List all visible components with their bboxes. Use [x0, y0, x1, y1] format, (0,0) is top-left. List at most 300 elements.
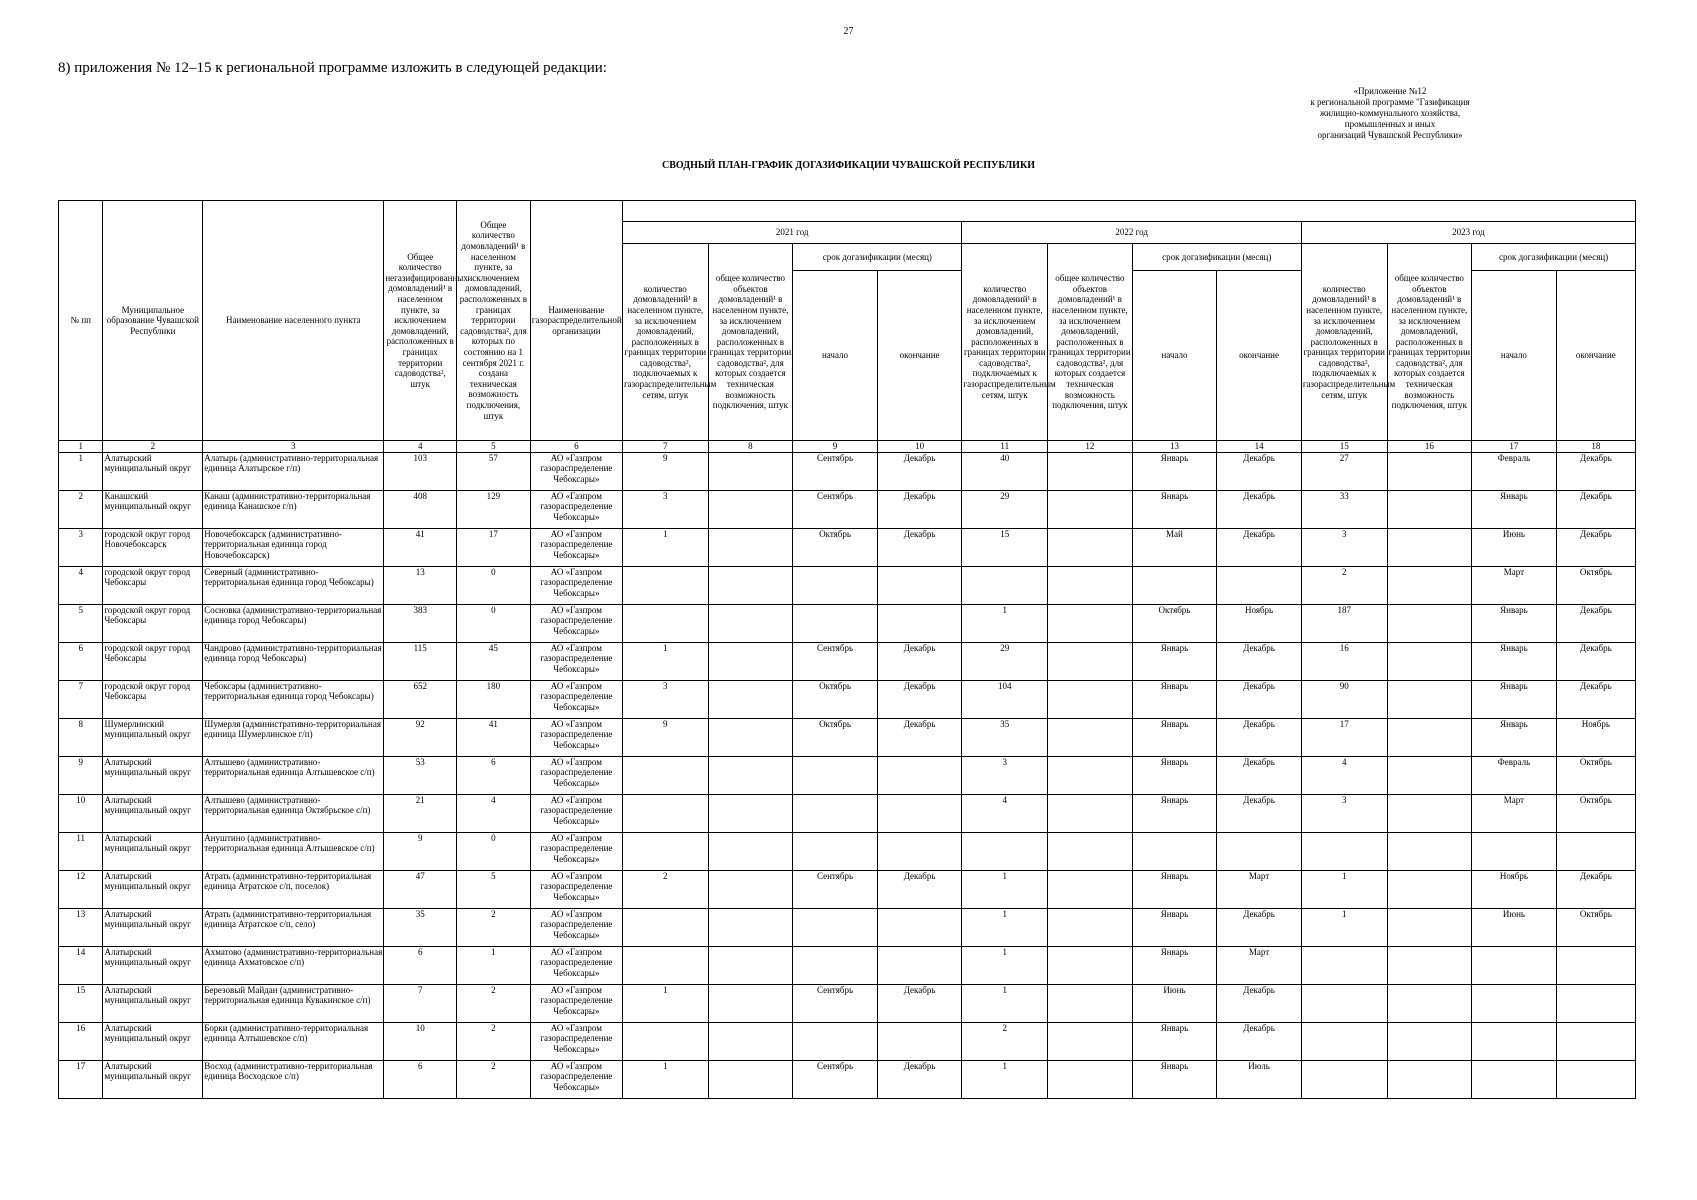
column-number: 18 — [1556, 441, 1635, 453]
start-2022-cell: Май — [1132, 528, 1217, 566]
end-2023-cell: Ноябрь — [1556, 718, 1635, 756]
header-count-connected-2021: количество домовладений¹ в населенном пункте, за исключением домовладений, расположенных в границах территории садоводства², подключаемых к газораспределительным сетям, штук — [622, 244, 708, 441]
start-2023-cell: Февраль — [1472, 756, 1557, 794]
count-connected-2021-cell — [622, 756, 708, 794]
header-municipality: Муниципальное образование Чувашской Республики — [103, 201, 203, 441]
settlement-cell: Алтышево (административно-территориальная единица Октябрьское с/п) — [203, 794, 384, 832]
count-connected-2021-cell: 9 — [622, 452, 708, 490]
count-connected-2022-cell: 104 — [962, 680, 1048, 718]
count-connected-2021-cell: 1 — [622, 528, 708, 566]
header-end-2022: окончание — [1217, 271, 1302, 441]
total-possible-cell: 2 — [457, 908, 531, 946]
start-2021-cell: Сентябрь — [793, 1060, 878, 1098]
start-2023-cell: Январь — [1472, 718, 1557, 756]
start-2023-cell: Март — [1472, 794, 1557, 832]
settlement-cell: Алтышево (административно-территориальная единица Алтышевское с/п) — [203, 756, 384, 794]
start-2023-cell — [1472, 832, 1557, 870]
municipality-cell: Канашский муниципальный округ — [103, 490, 203, 528]
count-objects-2022-cell — [1048, 680, 1133, 718]
table-row — [59, 604, 1636, 642]
row-number: 8 — [59, 718, 103, 756]
gas-org-cell: АО «Газпром газораспределение Чебоксары» — [530, 1022, 622, 1060]
end-2022-cell: Декабрь — [1217, 642, 1302, 680]
start-2022-cell: Январь — [1132, 1022, 1217, 1060]
gas-org-cell: АО «Газпром газораспределение Чебоксары» — [530, 946, 622, 984]
end-2023-cell — [1556, 946, 1635, 984]
end-2022-cell: Декабрь — [1217, 756, 1302, 794]
column-number: 16 — [1387, 441, 1472, 453]
start-2023-cell: Февраль — [1472, 452, 1557, 490]
municipality-cell: Алатырский муниципальный округ — [103, 832, 203, 870]
total-possible-cell: 57 — [457, 452, 531, 490]
column-number: 3 — [203, 441, 384, 453]
column-number: 9 — [793, 441, 878, 453]
municipality-cell: городской округ город Чебоксары — [103, 566, 203, 604]
gas-org-cell: АО «Газпром газораспределение Чебоксары» — [530, 680, 622, 718]
end-2022-cell: Декабрь — [1217, 908, 1302, 946]
start-2022-cell: Январь — [1132, 1060, 1217, 1098]
start-2023-cell — [1472, 946, 1557, 984]
end-2021-cell — [877, 566, 962, 604]
count-objects-2022-cell — [1048, 566, 1133, 604]
start-2023-cell: Январь — [1472, 642, 1557, 680]
annex-note — [1270, 86, 1510, 141]
count-objects-2023-cell — [1387, 604, 1472, 642]
end-2023-cell: Октябрь — [1556, 908, 1635, 946]
gas-org-cell: АО «Газпром газораспределение Чебоксары» — [530, 528, 622, 566]
count-objects-2023-cell — [1387, 908, 1472, 946]
total-possible-cell: 5 — [457, 870, 531, 908]
count-connected-2021-cell: 1 — [622, 984, 708, 1022]
count-objects-2022-cell — [1048, 490, 1133, 528]
count-connected-2023-cell — [1301, 1022, 1387, 1060]
header-year-2022: 2022 год — [962, 222, 1301, 244]
gas-org-cell: АО «Газпром газораспределение Чебоксары» — [530, 642, 622, 680]
count-connected-2022-cell: 3 — [962, 756, 1048, 794]
end-2023-cell: Декабрь — [1556, 452, 1635, 490]
municipality-cell: Алатырский муниципальный округ — [103, 794, 203, 832]
count-connected-2022-cell: 4 — [962, 794, 1048, 832]
start-2021-cell: Сентябрь — [793, 452, 878, 490]
count-objects-2022-cell — [1048, 1060, 1133, 1098]
total-ungasified-cell: 9 — [384, 832, 457, 870]
count-objects-2023-cell — [1387, 642, 1472, 680]
header-deadline-2023: срок догазификации (месяц) — [1472, 244, 1636, 271]
end-2023-cell: Октябрь — [1556, 756, 1635, 794]
end-2021-cell — [877, 756, 962, 794]
count-connected-2023-cell: 1 — [1301, 870, 1387, 908]
row-number: 11 — [59, 832, 103, 870]
column-number: 11 — [962, 441, 1048, 453]
start-2023-cell: Март — [1472, 566, 1557, 604]
start-2021-cell — [793, 756, 878, 794]
count-objects-2023-cell — [1387, 832, 1472, 870]
count-objects-2022-cell — [1048, 642, 1133, 680]
gas-org-cell: АО «Газпром газораспределение Чебоксары» — [530, 794, 622, 832]
count-connected-2023-cell — [1301, 1060, 1387, 1098]
settlement-cell: Атрать (административно-территориальная единица Атратское с/п, поселок) — [203, 870, 384, 908]
count-objects-2023-cell — [1387, 984, 1472, 1022]
total-possible-cell: 180 — [457, 680, 531, 718]
end-2021-cell: Декабрь — [877, 718, 962, 756]
header-deadline-2022: срок догазификации (месяц) — [1132, 244, 1301, 271]
header-gas-org: Наименование газораспределительной организации — [530, 201, 622, 441]
count-objects-2021-cell — [708, 984, 793, 1022]
header-count-objects-2023: общее количество объектов домовладений¹ в населенном пункте, за исключением домовладений, расположенных в границах территории садоводства², для которых создается техническая возможность подключения, штук — [1387, 244, 1472, 441]
start-2023-cell: Январь — [1472, 490, 1557, 528]
table-row — [59, 490, 1636, 528]
count-connected-2021-cell: 3 — [622, 680, 708, 718]
count-objects-2022-cell — [1048, 832, 1133, 870]
count-connected-2023-cell: 2 — [1301, 566, 1387, 604]
total-ungasified-cell: 41 — [384, 528, 457, 566]
count-connected-2023-cell: 33 — [1301, 490, 1387, 528]
count-connected-2021-cell: 9 — [622, 718, 708, 756]
count-objects-2023-cell — [1387, 680, 1472, 718]
total-possible-cell: 129 — [457, 490, 531, 528]
total-ungasified-cell: 35 — [384, 908, 457, 946]
total-possible-cell: 2 — [457, 1022, 531, 1060]
total-possible-cell: 2 — [457, 984, 531, 1022]
end-2022-cell: Ноябрь — [1217, 604, 1302, 642]
municipality-cell: Алатырский муниципальный округ — [103, 908, 203, 946]
count-objects-2023-cell — [1387, 1022, 1472, 1060]
count-objects-2023-cell — [1387, 1060, 1472, 1098]
end-2021-cell: Декабрь — [877, 490, 962, 528]
end-2023-cell — [1556, 1022, 1635, 1060]
end-2022-cell: Декабрь — [1217, 718, 1302, 756]
row-number: 12 — [59, 870, 103, 908]
count-objects-2021-cell — [708, 946, 793, 984]
column-number: 6 — [530, 441, 622, 453]
count-connected-2021-cell — [622, 832, 708, 870]
settlement-cell: Атрать (административно-территориальная единица Атратское с/п, село) — [203, 908, 384, 946]
end-2021-cell: Декабрь — [877, 642, 962, 680]
total-possible-cell: 4 — [457, 794, 531, 832]
table-row — [59, 908, 1636, 946]
settlement-cell: Северный (административно-территориальная единица город Чебоксары) — [203, 566, 384, 604]
start-2021-cell: Сентябрь — [793, 642, 878, 680]
total-possible-cell: 41 — [457, 718, 531, 756]
settlement-cell: Чандрово (административно-территориальная единица город Чебоксары) — [203, 642, 384, 680]
row-number: 3 — [59, 528, 103, 566]
end-2022-cell: Декабрь — [1217, 680, 1302, 718]
gas-org-cell: АО «Газпром газораспределение Чебоксары» — [530, 1060, 622, 1098]
end-2022-cell: Декабрь — [1217, 984, 1302, 1022]
table-row — [59, 756, 1636, 794]
end-2021-cell — [877, 794, 962, 832]
total-possible-cell: 0 — [457, 604, 531, 642]
start-2022-cell: Январь — [1132, 452, 1217, 490]
header-total-possible: Общее количество домовладений¹ в населенном пункте, за исключением домовладений, расположенных в границах территории садоводства², для которых по состоянию на 1 сентября 2021 г. создана техническая возможность подключения, штук — [457, 201, 531, 441]
row-number: 10 — [59, 794, 103, 832]
end-2021-cell: Декабрь — [877, 984, 962, 1022]
count-connected-2021-cell: 1 — [622, 642, 708, 680]
header-count-connected-2022: количество домовладений¹ в населенном пункте, за исключением домовладений, расположенных в границах территории садоводства², подключаемых к газораспределительным сетям, штук — [962, 244, 1048, 441]
column-number: 2 — [103, 441, 203, 453]
count-connected-2023-cell: 187 — [1301, 604, 1387, 642]
end-2021-cell: Декабрь — [877, 452, 962, 490]
count-connected-2022-cell: 1 — [962, 984, 1048, 1022]
count-connected-2023-cell: 3 — [1301, 528, 1387, 566]
start-2021-cell: Сентябрь — [793, 870, 878, 908]
count-connected-2022-cell: 2 — [962, 1022, 1048, 1060]
gas-org-cell: АО «Газпром газораспределение Чебоксары» — [530, 756, 622, 794]
table-row — [59, 794, 1636, 832]
count-objects-2021-cell — [708, 452, 793, 490]
municipality-cell: городской округ город Новочебоксарск — [103, 528, 203, 566]
end-2022-cell: Март — [1217, 870, 1302, 908]
total-possible-cell: 6 — [457, 756, 531, 794]
end-2023-cell: Декабрь — [1556, 680, 1635, 718]
start-2021-cell — [793, 946, 878, 984]
settlement-cell: Шумерля (административно-территориальная единица Шумерлинское г/п) — [203, 718, 384, 756]
municipality-cell: городской округ город Чебоксары — [103, 680, 203, 718]
column-number: 17 — [1472, 441, 1557, 453]
count-objects-2023-cell — [1387, 756, 1472, 794]
row-number: 1 — [59, 452, 103, 490]
count-objects-2023-cell — [1387, 870, 1472, 908]
table-title: СВОДНЫЙ ПЛАН-ГРАФИК ДОГАЗИФИКАЦИИ ЧУВАШСКОЙ РЕСПУБЛИКИ — [662, 160, 1035, 171]
gas-org-cell: АО «Газпром газораспределение Чебоксары» — [530, 832, 622, 870]
table-row — [59, 718, 1636, 756]
count-connected-2022-cell — [962, 832, 1048, 870]
count-objects-2022-cell — [1048, 604, 1133, 642]
count-objects-2022-cell — [1048, 1022, 1133, 1060]
column-number: 7 — [622, 441, 708, 453]
header-total-ungasified: Общее количество негазифицированных домовладений¹ в населенном пункте, за исключением домовладений, расположенных в границах территории садоводства², штук — [384, 201, 457, 441]
count-connected-2023-cell: 16 — [1301, 642, 1387, 680]
table-row — [59, 870, 1636, 908]
table-body — [59, 441, 1636, 1099]
count-connected-2022-cell: 1 — [962, 1060, 1048, 1098]
row-number: 6 — [59, 642, 103, 680]
count-connected-2022-cell — [962, 566, 1048, 604]
end-2023-cell: Декабрь — [1556, 490, 1635, 528]
count-objects-2021-cell — [708, 756, 793, 794]
count-connected-2023-cell: 17 — [1301, 718, 1387, 756]
end-2023-cell — [1556, 984, 1635, 1022]
table-row — [59, 528, 1636, 566]
header-count-objects-2022: общее количество объектов домовладений¹ в населенном пункте, за исключением домовладений, расположенных в границах территории садоводства², для которых создается техническая возможность подключения, штук — [1048, 244, 1133, 441]
end-2022-cell: Декабрь — [1217, 1022, 1302, 1060]
column-number: 15 — [1301, 441, 1387, 453]
start-2021-cell — [793, 566, 878, 604]
total-possible-cell: 0 — [457, 566, 531, 604]
settlement-cell: Восход (административно-территориальная единица Восходское с/п) — [203, 1060, 384, 1098]
count-objects-2021-cell — [708, 680, 793, 718]
gas-org-cell: АО «Газпром газораспределение Чебоксары» — [530, 908, 622, 946]
count-connected-2021-cell: 2 — [622, 870, 708, 908]
total-ungasified-cell: 47 — [384, 870, 457, 908]
header-end-2021: окончание — [877, 271, 962, 441]
count-objects-2022-cell — [1048, 718, 1133, 756]
count-objects-2022-cell — [1048, 870, 1133, 908]
municipality-cell: Алатырский муниципальный округ — [103, 452, 203, 490]
count-objects-2022-cell — [1048, 756, 1133, 794]
count-objects-2021-cell — [708, 718, 793, 756]
count-connected-2023-cell: 1 — [1301, 908, 1387, 946]
annex-line: к региональной программе "Газификация — [1310, 97, 1470, 107]
end-2021-cell — [877, 832, 962, 870]
count-objects-2023-cell — [1387, 490, 1472, 528]
count-connected-2022-cell: 1 — [962, 946, 1048, 984]
start-2022-cell: Январь — [1132, 756, 1217, 794]
column-number: 4 — [384, 441, 457, 453]
count-objects-2022-cell — [1048, 984, 1133, 1022]
municipality-cell: Алатырский муниципальный округ — [103, 756, 203, 794]
table-row — [59, 1060, 1636, 1098]
header-count-connected-2023: количество домовладений¹ в населенном пункте, за исключением домовладений, расположенных в границах территории садоводства², подключаемых к газораспределительным сетям, штук — [1301, 244, 1387, 441]
end-2021-cell: Декабрь — [877, 680, 962, 718]
table-row — [59, 642, 1636, 680]
table-row — [59, 1022, 1636, 1060]
end-2021-cell — [877, 1022, 962, 1060]
count-connected-2021-cell — [622, 908, 708, 946]
end-2023-cell — [1556, 1060, 1635, 1098]
count-connected-2022-cell: 1 — [962, 908, 1048, 946]
start-2021-cell: Октябрь — [793, 680, 878, 718]
gas-org-cell: АО «Газпром газораспределение Чебоксары» — [530, 490, 622, 528]
count-objects-2021-cell — [708, 528, 793, 566]
end-2021-cell: Декабрь — [877, 870, 962, 908]
count-objects-2021-cell — [708, 1022, 793, 1060]
gas-org-cell: АО «Газпром газораспределение Чебоксары» — [530, 984, 622, 1022]
row-number: 17 — [59, 1060, 103, 1098]
end-2023-cell: Декабрь — [1556, 870, 1635, 908]
start-2022-cell — [1132, 832, 1217, 870]
municipality-cell: Алатырский муниципальный округ — [103, 984, 203, 1022]
start-2022-cell — [1132, 566, 1217, 604]
start-2023-cell: Январь — [1472, 680, 1557, 718]
column-number: 5 — [457, 441, 531, 453]
total-ungasified-cell: 103 — [384, 452, 457, 490]
start-2021-cell — [793, 794, 878, 832]
count-connected-2023-cell: 90 — [1301, 680, 1387, 718]
total-ungasified-cell: 21 — [384, 794, 457, 832]
row-number: 14 — [59, 946, 103, 984]
end-2023-cell: Декабрь — [1556, 642, 1635, 680]
total-ungasified-cell: 7 — [384, 984, 457, 1022]
start-2023-cell — [1472, 1060, 1557, 1098]
header-end-2023: окончание — [1556, 271, 1635, 441]
end-2022-cell: Март — [1217, 946, 1302, 984]
annex-line: «Приложение №12 — [1353, 86, 1427, 96]
table-row — [59, 566, 1636, 604]
total-ungasified-cell: 115 — [384, 642, 457, 680]
row-number: 13 — [59, 908, 103, 946]
municipality-cell: Шумерлинский муниципальный округ — [103, 718, 203, 756]
end-2022-cell — [1217, 832, 1302, 870]
start-2022-cell: Январь — [1132, 870, 1217, 908]
count-objects-2023-cell — [1387, 566, 1472, 604]
row-number: 2 — [59, 490, 103, 528]
count-connected-2021-cell — [622, 566, 708, 604]
column-number: 14 — [1217, 441, 1302, 453]
count-connected-2022-cell: 40 — [962, 452, 1048, 490]
start-2021-cell: Сентябрь — [793, 984, 878, 1022]
gas-org-cell: АО «Газпром газораспределение Чебоксары» — [530, 604, 622, 642]
count-connected-2022-cell: 15 — [962, 528, 1048, 566]
count-objects-2022-cell — [1048, 528, 1133, 566]
row-number: 15 — [59, 984, 103, 1022]
header-settlement: Наименование населенного пункта — [203, 201, 384, 441]
end-2022-cell: Декабрь — [1217, 452, 1302, 490]
start-2021-cell — [793, 908, 878, 946]
count-objects-2021-cell — [708, 832, 793, 870]
header-start-2022: начало — [1132, 271, 1217, 441]
count-connected-2022-cell: 29 — [962, 642, 1048, 680]
start-2022-cell: Январь — [1132, 946, 1217, 984]
column-number: 13 — [1132, 441, 1217, 453]
annex-line: организаций Чувашской Республики» — [1317, 130, 1463, 140]
total-ungasified-cell: 408 — [384, 490, 457, 528]
table-row — [59, 946, 1636, 984]
header-deadline-2021: срок догазификации (месяц) — [793, 244, 962, 271]
count-objects-2023-cell — [1387, 794, 1472, 832]
start-2022-cell: Январь — [1132, 680, 1217, 718]
count-objects-2022-cell — [1048, 946, 1133, 984]
count-objects-2023-cell — [1387, 528, 1472, 566]
gas-org-cell: АО «Газпром газораспределение Чебоксары» — [530, 452, 622, 490]
gas-org-cell: АО «Газпром газораспределение Чебоксары» — [530, 718, 622, 756]
count-objects-2023-cell — [1387, 718, 1472, 756]
count-connected-2023-cell: 3 — [1301, 794, 1387, 832]
total-ungasified-cell: 383 — [384, 604, 457, 642]
count-connected-2022-cell: 1 — [962, 604, 1048, 642]
start-2023-cell: Июнь — [1472, 528, 1557, 566]
column-number: 12 — [1048, 441, 1133, 453]
municipality-cell: Алатырский муниципальный округ — [103, 870, 203, 908]
end-2021-cell — [877, 946, 962, 984]
count-connected-2021-cell — [622, 794, 708, 832]
count-connected-2021-cell: 1 — [622, 1060, 708, 1098]
end-2022-cell — [1217, 566, 1302, 604]
total-ungasified-cell: 92 — [384, 718, 457, 756]
start-2022-cell: Октябрь — [1132, 604, 1217, 642]
start-2022-cell: Январь — [1132, 642, 1217, 680]
count-connected-2021-cell — [622, 604, 708, 642]
table-row — [59, 832, 1636, 870]
count-objects-2021-cell — [708, 642, 793, 680]
row-number: 16 — [59, 1022, 103, 1060]
count-objects-2023-cell — [1387, 452, 1472, 490]
total-possible-cell: 0 — [457, 832, 531, 870]
end-2023-cell: Октябрь — [1556, 566, 1635, 604]
start-2023-cell — [1472, 1022, 1557, 1060]
end-2022-cell: Декабрь — [1217, 794, 1302, 832]
start-2023-cell — [1472, 984, 1557, 1022]
count-objects-2021-cell — [708, 908, 793, 946]
count-connected-2021-cell — [622, 1022, 708, 1060]
total-ungasified-cell: 6 — [384, 946, 457, 984]
municipality-cell: городской округ город Чебоксары — [103, 642, 203, 680]
start-2021-cell — [793, 832, 878, 870]
start-2023-cell: Июнь — [1472, 908, 1557, 946]
settlement-cell: Борки (административно-территориальная единица Алтышевское с/п) — [203, 1022, 384, 1060]
column-number: 8 — [708, 441, 793, 453]
count-objects-2021-cell — [708, 1060, 793, 1098]
count-objects-2021-cell — [708, 490, 793, 528]
end-2022-cell: Декабрь — [1217, 528, 1302, 566]
end-2021-cell — [877, 908, 962, 946]
start-2022-cell: Январь — [1132, 794, 1217, 832]
row-number: 5 — [59, 604, 103, 642]
end-2021-cell: Декабрь — [877, 1060, 962, 1098]
header-num: № пп — [59, 201, 103, 441]
count-connected-2022-cell: 29 — [962, 490, 1048, 528]
municipality-cell: Алатырский муниципальный округ — [103, 1022, 203, 1060]
